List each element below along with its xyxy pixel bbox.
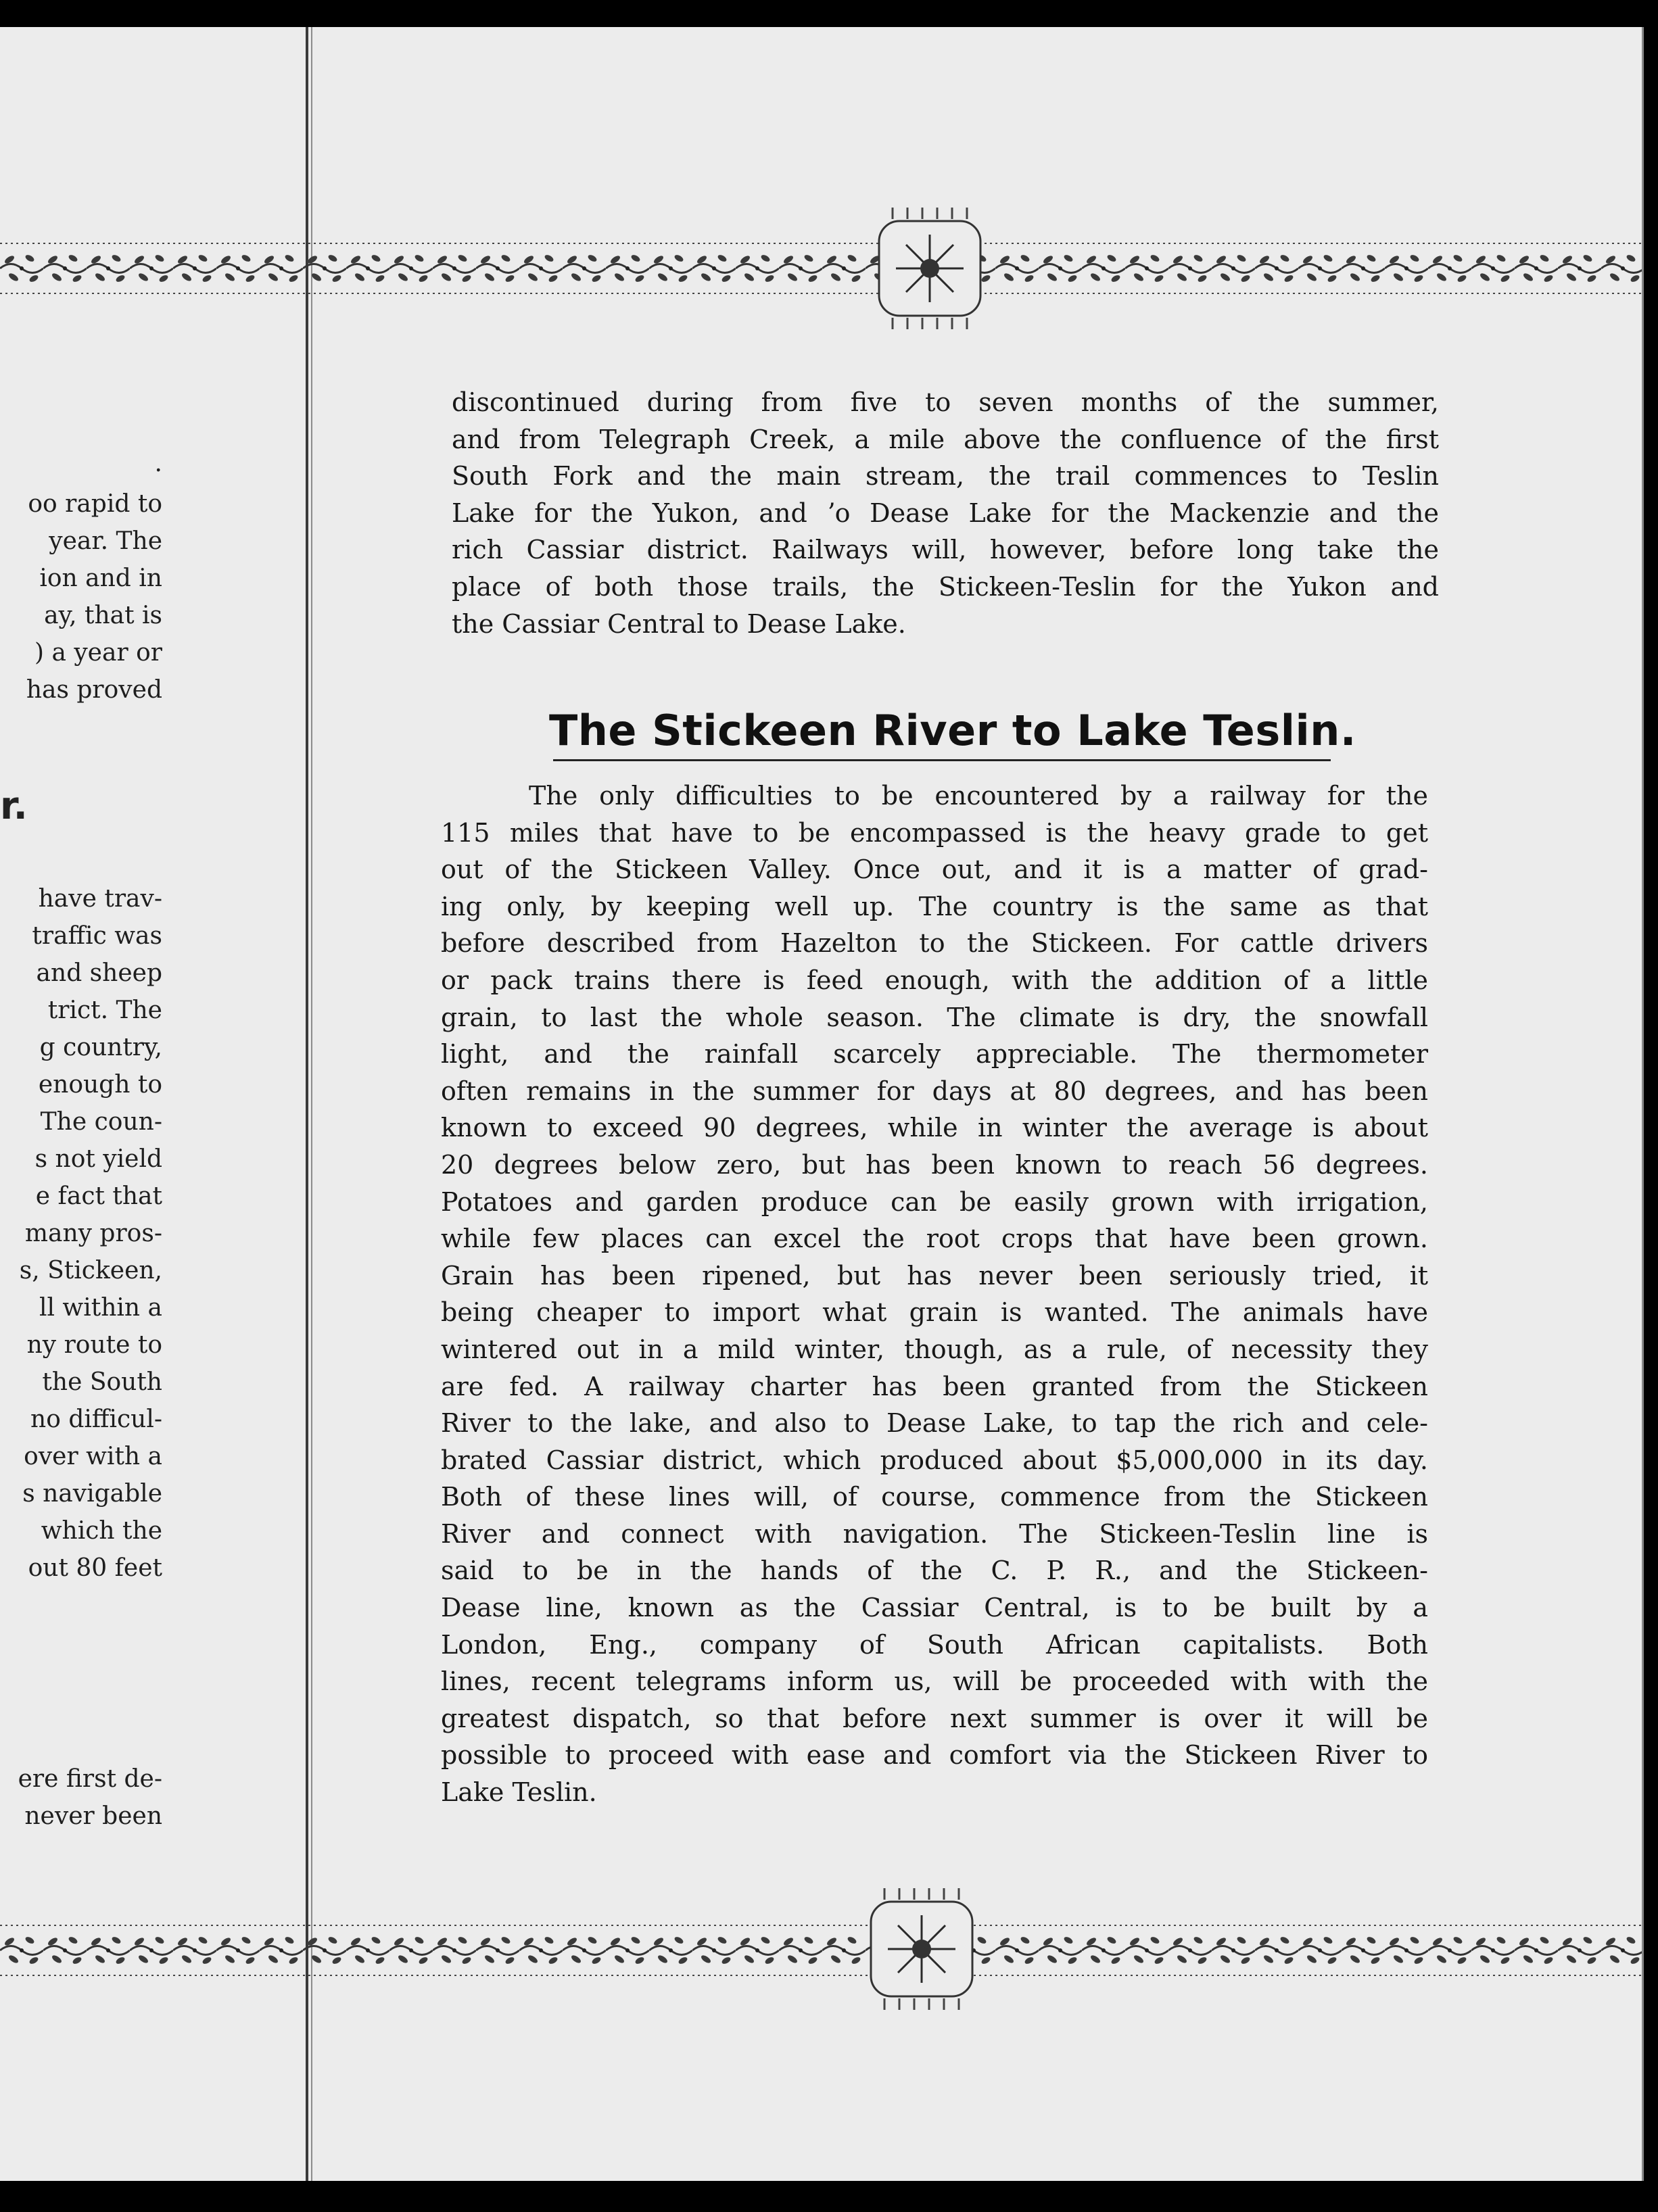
text-line: London, Eng., company of South African capitalists. Both — [441, 1629, 1428, 1660]
left-line: The coun- — [40, 1108, 162, 1136]
left-line: have trav- — [38, 885, 162, 913]
left-line: s, Stickeen, — [19, 1257, 162, 1284]
text-line: Dease line, known as the Cassiar Central, is to be built by a — [441, 1593, 1428, 1623]
section-heading: The Stickeen River to Lake Teslin. — [549, 706, 1356, 755]
text-line: lines, recent telegrams inform us, will be proceeded with with the — [441, 1666, 1428, 1697]
text-line: before described from Hazelton to the Stickeen. For cattle drivers — [441, 928, 1428, 959]
left-line: e fact that — [35, 1182, 162, 1210]
text-line: 20 degrees below zero, but has been known to reach 56 degrees. — [441, 1149, 1428, 1180]
text-line: South Fork and the main stream, the trail commences to Teslin — [452, 461, 1439, 491]
left-line: s navigable — [22, 1480, 162, 1508]
left-line: ion and in — [39, 564, 162, 592]
intro-paragraph — [452, 384, 1439, 642]
text-line: brated Cassiar district, which produced about $5,000,000 in its day. — [441, 1445, 1428, 1475]
left-line: ) a year or — [34, 639, 162, 667]
text-line: known to exceed 90 degrees, while in winter the average is about — [441, 1113, 1428, 1143]
top-rosette-ornament-icon — [872, 204, 987, 333]
left-line: has proved — [26, 676, 162, 704]
left-line: s not yield — [34, 1145, 162, 1173]
text-line: out of the Stickeen Valley. Once out, and it is a matter of grad- — [441, 855, 1428, 885]
text-line: River and connect with navigation. The Stickeen-Teslin line is — [441, 1518, 1428, 1549]
left-line: ere first de- — [18, 1765, 162, 1793]
text-line: place of both those trails, the Stickeen-Teslin for the Yukon and — [452, 571, 1439, 602]
text-line: discontinued during from five to seven months of the summer, — [452, 387, 1439, 417]
text-line: the Cassiar Central to Dease Lake. — [452, 608, 906, 639]
text-line: River to the lake, and also to Dease Lake, to tap the rich and cele- — [441, 1408, 1428, 1439]
left-line: oo rapid to — [28, 490, 162, 518]
text-line: wintered out in a mild winter, though, as a rule, of necessity they — [441, 1334, 1428, 1364]
text-line: 115 miles that have to be encompassed is the heavy grade to get — [441, 817, 1428, 848]
text-line: grain, to last the whole season. The climate is dry, the snowfall — [441, 1002, 1428, 1032]
scanned-page-spread — [0, 27, 1644, 2181]
text-line: Potatoes and garden produce can be easily grown with irrigation, — [441, 1186, 1428, 1217]
text-line: greatest dispatch, so that before next summer is over it will be — [441, 1703, 1428, 1733]
left-line: g country, — [39, 1034, 162, 1061]
left-line: traffic was — [32, 922, 162, 950]
page-fold-shadow — [306, 27, 308, 2181]
text-line: The only difficulties to be encountered by a railway for the — [529, 781, 1428, 811]
left-line: many pros- — [24, 1220, 162, 1247]
body-paragraph — [441, 777, 1428, 1811]
text-line: Both of these lines will, of course, commence from the Stickeen — [441, 1482, 1428, 1512]
text-line: are fed. A railway charter has been granted from the Stickeen — [441, 1371, 1428, 1401]
text-line: Grain has been ripened, but has never been seriously tried, it — [441, 1260, 1428, 1291]
left-line: never been — [24, 1802, 162, 1830]
left-page-column-b — [0, 880, 162, 1587]
left-page-column-c — [0, 1760, 162, 1835]
left-page-stray-mark: . — [154, 450, 162, 477]
left-line: ll within a — [39, 1294, 162, 1322]
page-fold-edge — [311, 27, 312, 2181]
text-line: while few places can excel the root crops that have been grown. — [441, 1224, 1428, 1254]
left-line: which the — [41, 1517, 162, 1545]
text-line: Lake for the Yukon, and ʼo Dease Lake for the Mackenzie and the — [452, 498, 1439, 528]
text-line: ing only, by keeping well up. The country is the same as that — [441, 891, 1428, 921]
left-line: no difficul- — [30, 1405, 162, 1433]
text-line: said to be in the hands of the C. P. R., and the Stickeen- — [441, 1556, 1428, 1586]
text-line: and from Telegraph Creek, a mile above the confluence of the first — [452, 424, 1439, 454]
left-page-column-a — [0, 485, 162, 708]
text-line: rich Cassiar district. Railways will, however, before long take the — [452, 535, 1439, 565]
bottom-rosette-ornament-icon — [864, 1885, 979, 2013]
text-line: or pack trains there is feed enough, with the addition of a little — [441, 965, 1428, 995]
text-line: being cheaper to import what grain is wanted. The animals have — [441, 1297, 1428, 1328]
left-page-heading-fragment: r. — [0, 784, 28, 828]
left-line: and sheep — [36, 959, 162, 987]
left-line: year. The — [49, 527, 162, 555]
top-vine-border-icon — [0, 241, 1642, 296]
left-line: enough to — [38, 1071, 162, 1099]
text-line: possible to proceed with ease and comfort via the Stickeen River to — [441, 1740, 1428, 1771]
text-line: Lake Teslin. — [441, 1777, 597, 1808]
left-line: ny route to — [26, 1331, 162, 1359]
left-line: trict. The — [47, 996, 162, 1024]
bottom-vine-border-icon — [0, 1923, 1642, 1978]
left-line: ay, that is — [44, 602, 162, 629]
text-line: often remains in the summer for days at 80 degrees, and has been — [441, 1076, 1428, 1106]
text-line: light, and the rainfall scarcely appreciable. The thermometer — [441, 1039, 1428, 1069]
left-line: out 80 feet — [28, 1554, 162, 1582]
left-line: over with a — [24, 1443, 162, 1470]
left-line: the South — [42, 1368, 162, 1396]
heading-underline — [553, 759, 1331, 761]
